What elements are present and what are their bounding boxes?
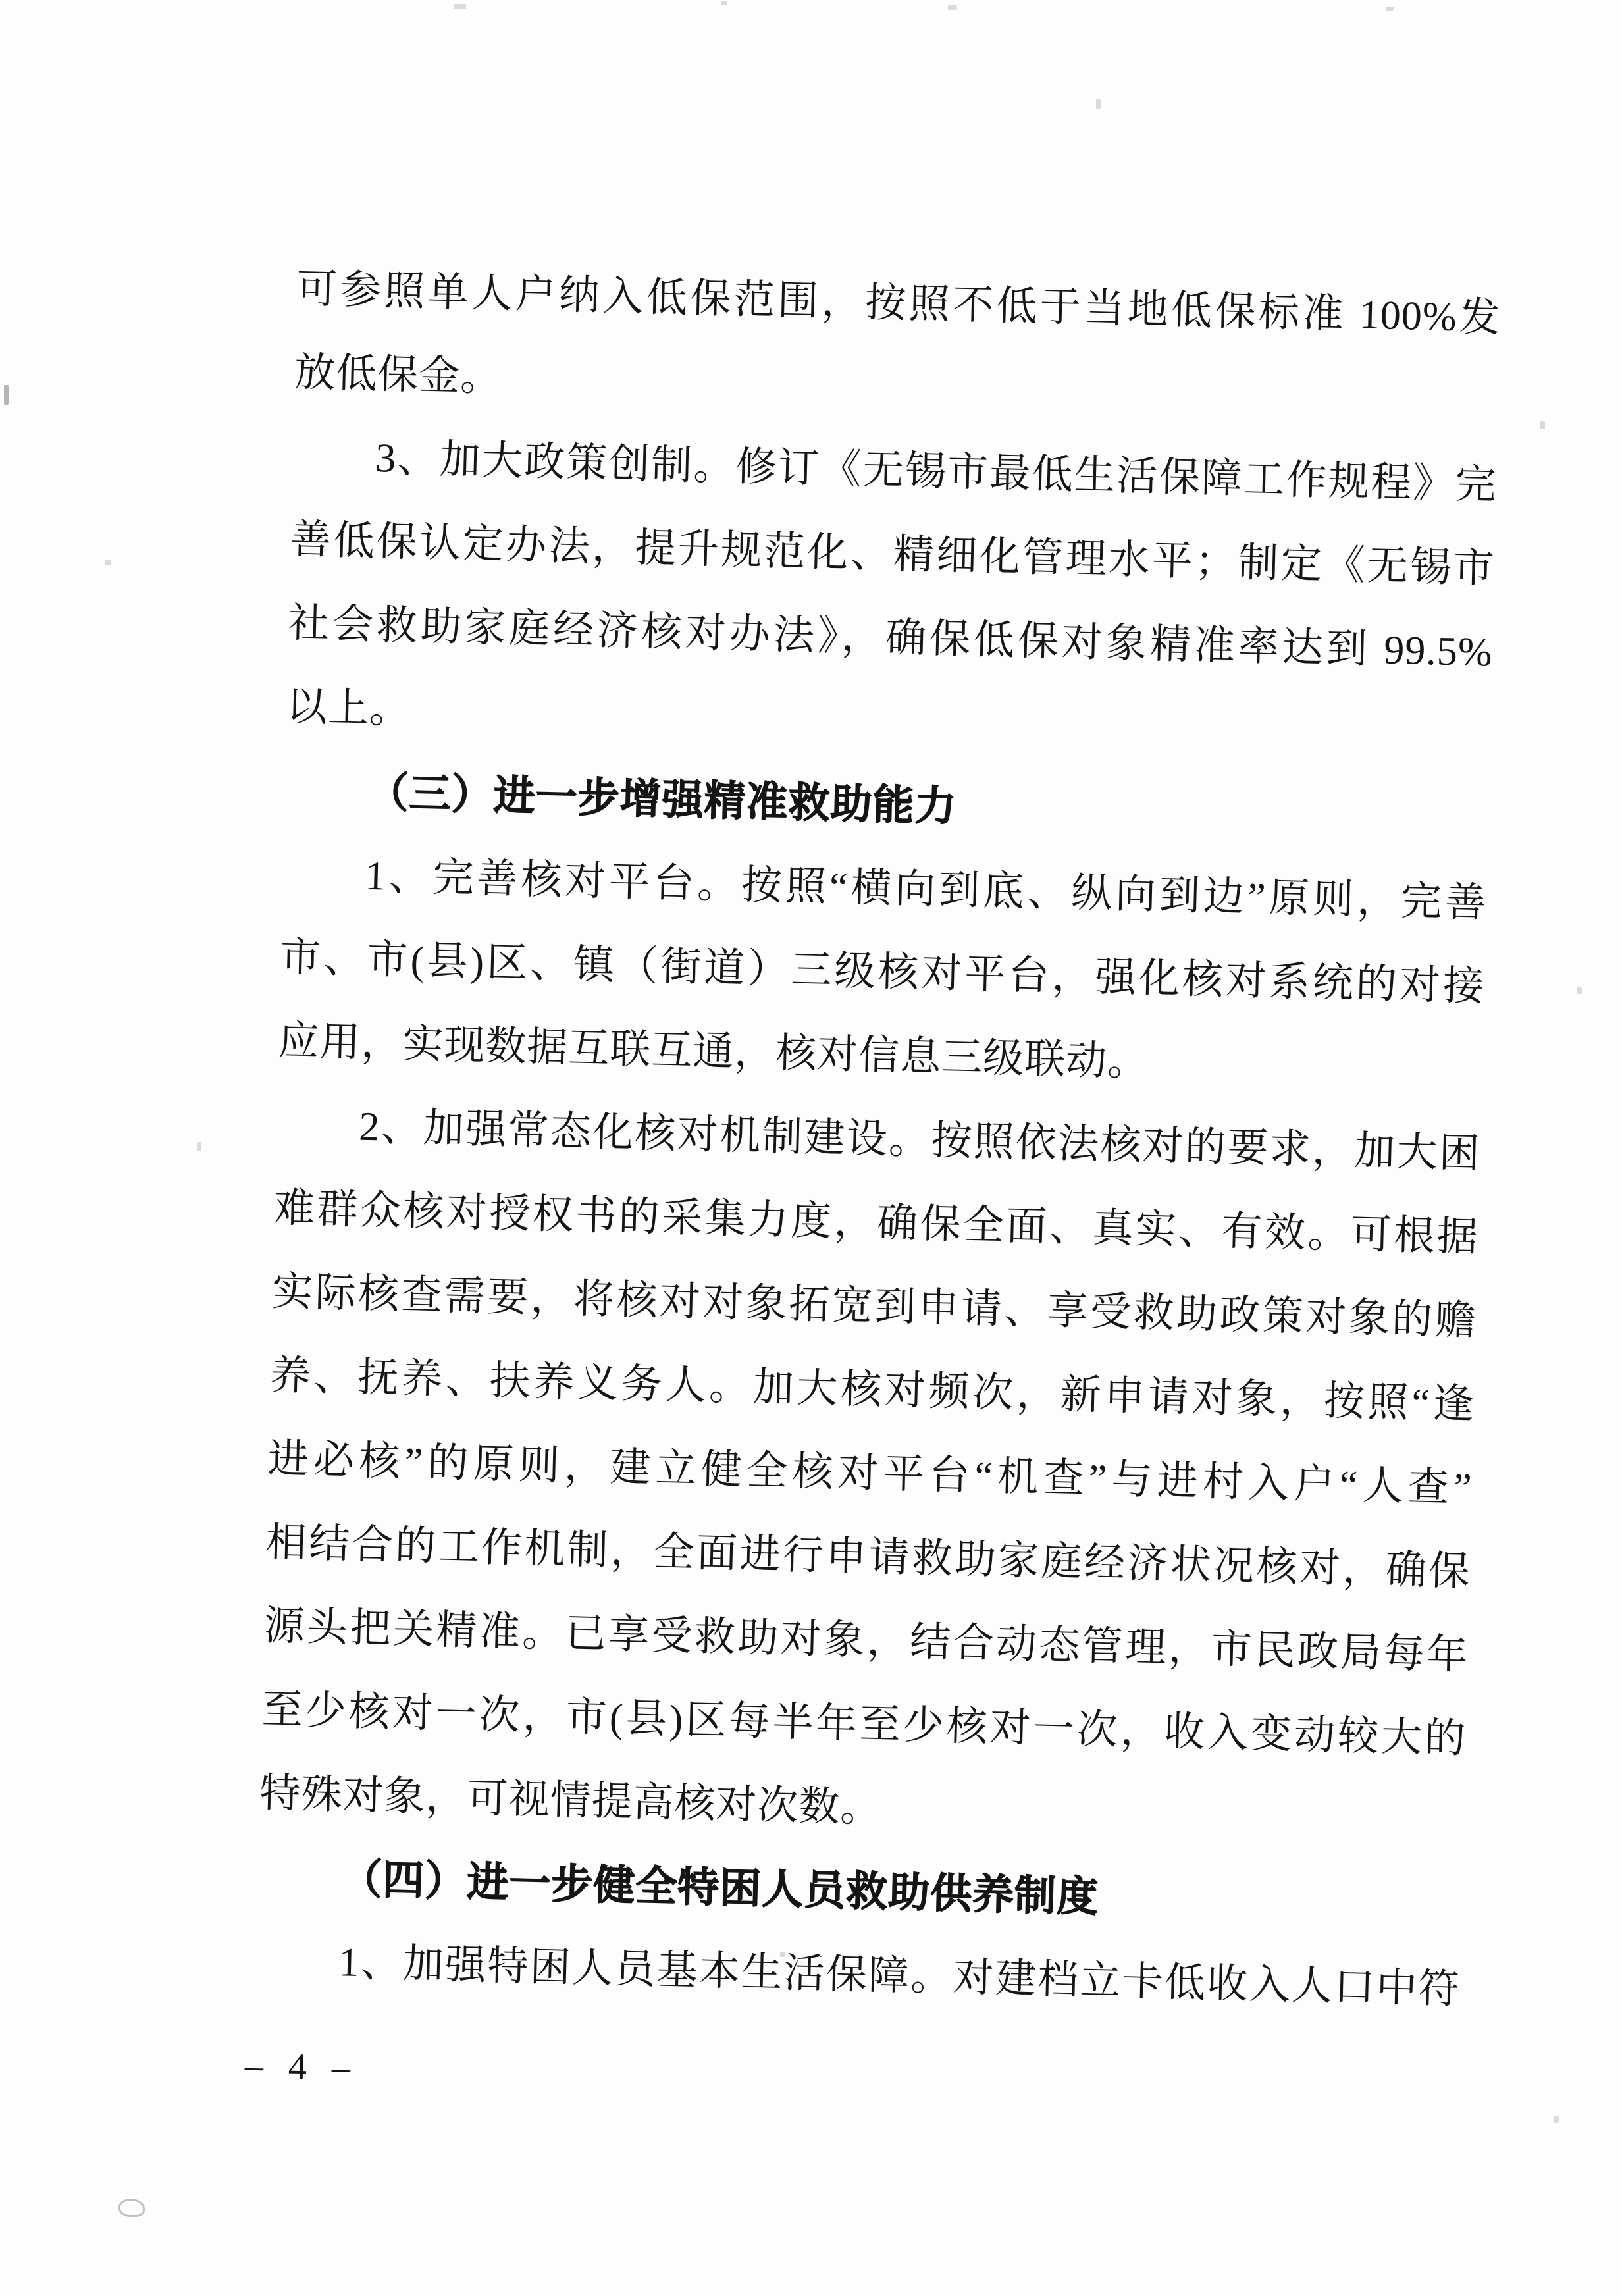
scan-artifact — [1540, 421, 1545, 429]
heading-line: （三）进一步增强精准救助能力 — [366, 769, 958, 830]
text-line: 1、完善核对平台。按照“横向到底、纵向到边”原则，完善 — [364, 853, 1488, 926]
text-line: 市、市(县)区、镇（街道）三级核对平台，强化核对系统的对接 — [279, 935, 1485, 1010]
paragraph — [294, 248, 1502, 444]
text-line: 3、加大政策创制。修订《无锡市最低生活保障工作规程》完 — [375, 435, 1498, 508]
scan-artifact — [454, 4, 466, 9]
text-line: 源头把关精准。已享受救助对象，结合动态管理，市民政局每年 — [263, 1604, 1469, 1679]
text-line: 相结合的工作机制，全面进行申请救助家庭经济状况核对，确保 — [265, 1520, 1471, 1595]
text-line: 2、加强常态化核对机制建设。按照依法核对的要求，加大困 — [358, 1104, 1481, 1177]
text-line: 实际核查需要，将核对对象拓宽到申请、享受救助政策对象的赡 — [271, 1269, 1477, 1344]
paragraph — [285, 415, 1498, 779]
scan-artifact — [118, 2199, 145, 2217]
text-line: 至少核对一次，市(县)区每半年至少核对一次，收入变动较大的 — [261, 1687, 1467, 1762]
document-body — [255, 248, 1502, 2032]
scan-artifact — [1554, 2116, 1559, 2123]
text-line: 难群众核对授权书的采集力度，确保全面、真实、有效。可根据 — [273, 1186, 1479, 1261]
scan-artifact — [4, 385, 9, 405]
page-number: – 4 – — [244, 2045, 359, 2089]
scan-artifact — [1577, 987, 1582, 994]
paragraph — [259, 1083, 1481, 1865]
text-line: 善低保认定办法，提升规范化、精细化管理水平；制定《无锡市 — [290, 517, 1496, 592]
heading-line: （四）进一步健全特困人员救助供养制度 — [340, 1856, 1099, 1921]
paragraph — [277, 833, 1488, 1113]
text-line: 养、抚养、扶养义务人。加大核对频次，新申请对象，按照“逢 — [269, 1353, 1475, 1428]
text-line: 放低保金。 — [294, 350, 503, 400]
text-line: 以上。 — [286, 684, 411, 733]
text-line: 可参照单人户纳入低保范围，按照不低于当地低保标准 100%发 — [296, 266, 1502, 341]
scan-artifact — [721, 1, 727, 5]
scan-artifact — [1386, 7, 1394, 11]
text-line: 特殊对象，可视情提高核对次数。 — [259, 1771, 883, 1831]
scan-artifact — [948, 5, 957, 10]
scan-artifact — [105, 560, 111, 565]
scan-artifact — [1096, 99, 1101, 109]
text-line: 进必核”的原则，建立健全核对平台“机查”与进村入户“人查” — [267, 1436, 1473, 1511]
text-line: 1、加强特困人员基本生活保障。对建档立卡低收入人口中符 — [338, 1940, 1461, 2012]
text-line: 社会救助家庭经济核对办法》，确保低保对象精准率达到 99.5% — [288, 600, 1494, 675]
scan-artifact — [197, 1142, 201, 1151]
text-line: 应用，实现数据互联互通，核对信息三级联动。 — [277, 1018, 1149, 1085]
